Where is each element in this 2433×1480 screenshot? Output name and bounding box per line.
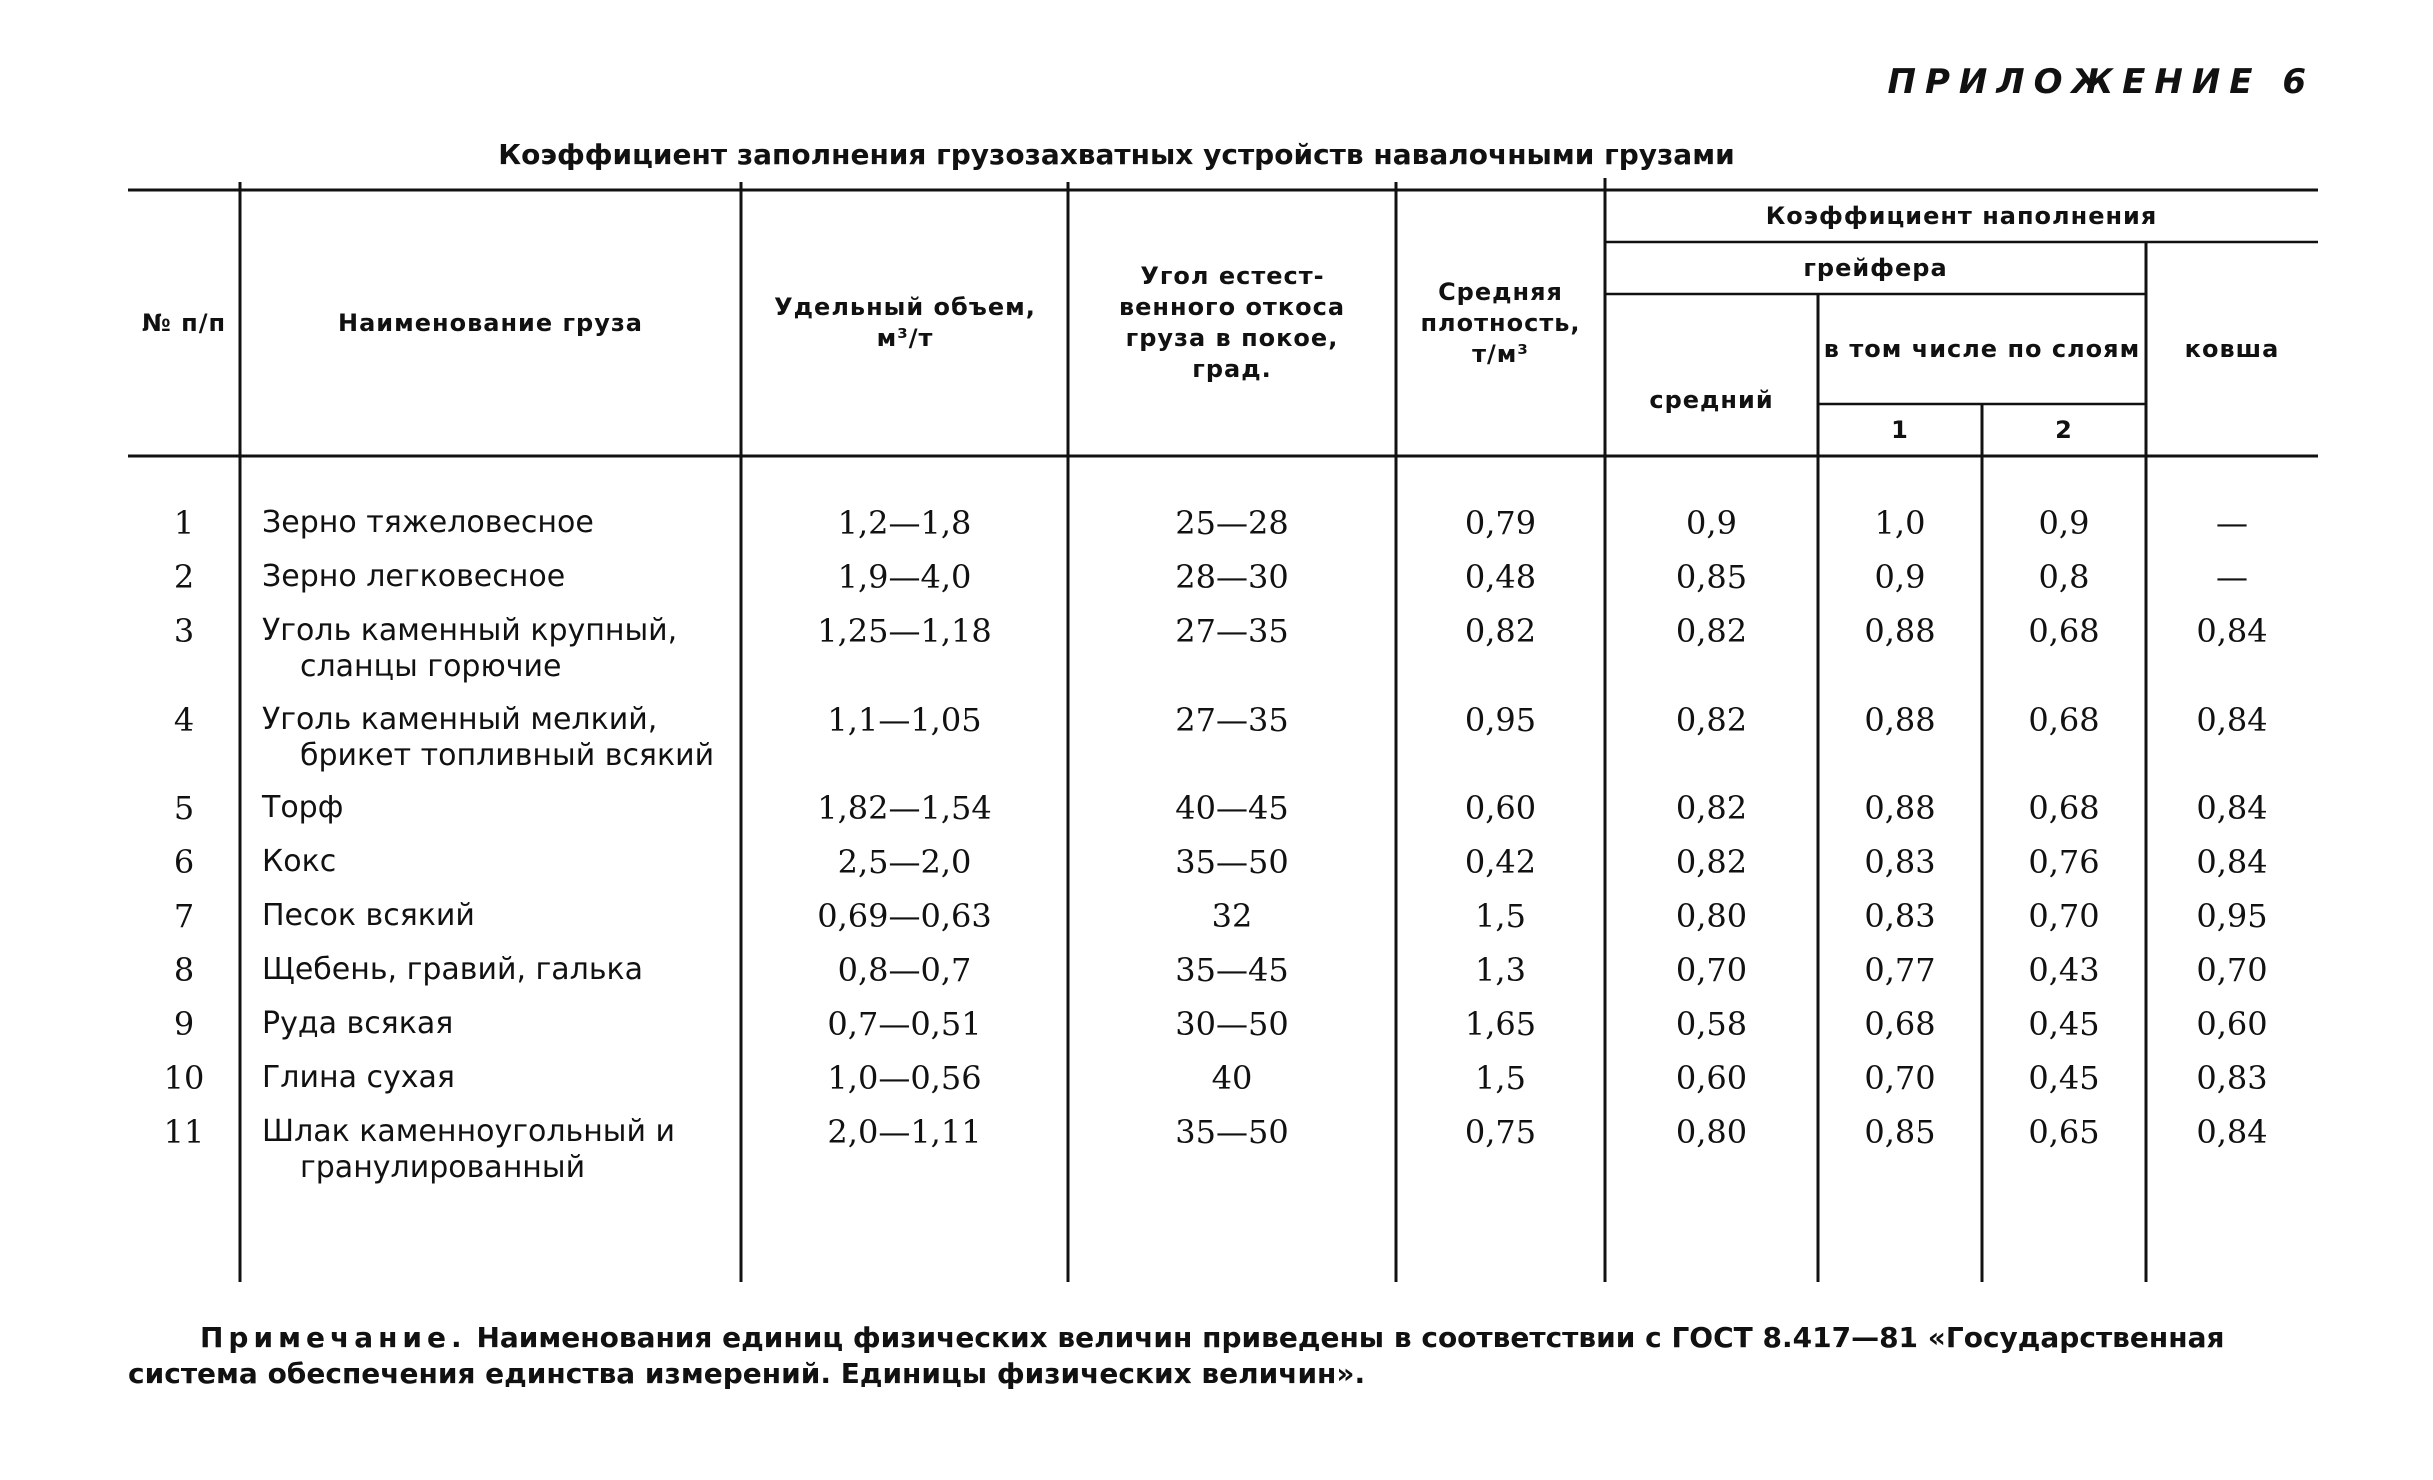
- row-name-line: Зерно легковесное: [262, 559, 566, 594]
- row-bucket: 0,84: [2196, 1113, 2268, 1151]
- row-name-line: Кокс: [262, 844, 337, 879]
- row-name: [262, 613, 732, 685]
- row-layer-1: 0,88: [1864, 789, 1936, 827]
- row-bucket: —: [2216, 558, 2248, 596]
- row-bucket: 0,84: [2196, 701, 2268, 739]
- row-name-line: Уголь каменный крупный,: [262, 613, 678, 648]
- header-average: средний: [1649, 385, 1774, 414]
- row-volume: 0,69—0,63: [817, 897, 992, 935]
- row-angle: 25—28: [1175, 504, 1289, 542]
- row-num: 8: [173, 951, 195, 989]
- row-grab-average: 0,60: [1675, 1059, 1748, 1097]
- row-density: 0,75: [1464, 1113, 1537, 1151]
- row-num: 11: [163, 1113, 205, 1151]
- row-name: [262, 898, 732, 934]
- row-volume: 1,9—4,0: [837, 558, 972, 596]
- row-grab-average: 0,82: [1675, 843, 1748, 881]
- row-grab-average: 0,80: [1675, 897, 1748, 935]
- row-name: [262, 790, 732, 826]
- header-bucket: ковша: [2184, 334, 2280, 363]
- footnote: [128, 1320, 2308, 1392]
- row-name-line2: брикет топливный всякий: [300, 738, 715, 773]
- row-volume: 0,8—0,7: [837, 951, 972, 989]
- header-layer-1: 1: [1891, 415, 1909, 444]
- row-angle: 28—30: [1175, 558, 1289, 596]
- row-layer-1: 0,88: [1864, 701, 1936, 739]
- row-layer-2: 0,68: [2028, 789, 2100, 827]
- row-bucket: 0,84: [2196, 612, 2268, 650]
- row-density: 1,5: [1475, 1059, 1526, 1097]
- row-name-line: Щебень, гравий, галька: [262, 952, 644, 987]
- row-angle: 35—50: [1175, 843, 1289, 881]
- row-angle: 40: [1211, 1059, 1253, 1097]
- row-grab-average: 0,82: [1675, 612, 1748, 650]
- row-bucket: —: [2216, 504, 2248, 542]
- row-grab-average: 0,82: [1675, 789, 1748, 827]
- row-layer-2: 0,8: [2038, 558, 2090, 596]
- appendix-label: ПРИЛОЖЕНИЕ 6: [1887, 62, 2315, 102]
- row-density: 1,3: [1475, 951, 1526, 989]
- row-layer-1: 0,68: [1864, 1005, 1936, 1043]
- row-num: 10: [163, 1059, 205, 1097]
- row-layer-1: 1,0: [1874, 504, 1926, 542]
- row-name-line: Песок всякий: [262, 898, 475, 933]
- footnote-text: Наименования единиц физических величин приведены в соответствии с ГОСТ 8.417—81 «Государственная система обеспечения единства измерений. Единицы физических величин».: [128, 1321, 2225, 1390]
- row-density: 0,95: [1464, 701, 1537, 739]
- row-volume: 1,82—1,54: [817, 789, 992, 827]
- row-name: [262, 952, 732, 988]
- row-num: 9: [173, 1005, 195, 1043]
- row-layer-1: 0,83: [1864, 897, 1936, 935]
- row-name-line2: гранулированный: [300, 1150, 586, 1185]
- row-angle: 35—45: [1175, 951, 1289, 989]
- footnote-lead: Примечание.: [200, 1321, 467, 1354]
- row-density: 1,5: [1475, 897, 1526, 935]
- row-bucket: 0,84: [2196, 843, 2268, 881]
- row-layer-1: 0,83: [1864, 843, 1936, 881]
- row-layer-2: 0,68: [2028, 701, 2100, 739]
- row-bucket: 0,70: [2196, 951, 2268, 989]
- row-angle: 32: [1211, 897, 1253, 935]
- row-num: 5: [173, 789, 195, 827]
- row-name: [262, 844, 732, 880]
- row-bucket: 0,95: [2196, 897, 2268, 935]
- row-layer-2: 0,76: [2028, 843, 2100, 881]
- row-grab-average: 0,70: [1675, 951, 1748, 989]
- row-name: [262, 559, 732, 595]
- row-volume: 1,2—1,8: [837, 504, 972, 542]
- row-volume: 1,0—0,56: [827, 1059, 982, 1097]
- row-bucket: 0,60: [2196, 1005, 2268, 1043]
- row-name: [262, 1114, 732, 1186]
- row-name: [262, 1060, 732, 1096]
- row-angle: 35—50: [1175, 1113, 1289, 1151]
- row-angle: 30—50: [1175, 1005, 1289, 1043]
- row-name-line: Уголь каменный мелкий,: [262, 702, 658, 737]
- header-layer-2: 2: [2055, 415, 2073, 444]
- row-layer-2: 0,65: [2028, 1113, 2100, 1151]
- row-layer-1: 0,85: [1864, 1113, 1936, 1151]
- row-layer-2: 0,45: [2028, 1005, 2100, 1043]
- row-num: 1: [173, 504, 195, 542]
- row-layer-1: 0,77: [1864, 951, 1936, 989]
- row-name-line: Зерно тяжеловесное: [262, 505, 594, 540]
- row-bucket: 0,84: [2196, 789, 2268, 827]
- row-volume: 1,1—1,05: [827, 701, 982, 739]
- row-density: 0,82: [1464, 612, 1537, 650]
- row-volume: 0,7—0,51: [827, 1005, 982, 1043]
- row-grab-average: 0,85: [1675, 558, 1748, 596]
- row-num: 6: [173, 843, 195, 881]
- header-fill-coef: Коэффициент наполнения: [1765, 201, 2158, 230]
- row-layer-1: 0,88: [1864, 612, 1936, 650]
- row-name: [262, 505, 732, 541]
- row-grab-average: 0,80: [1675, 1113, 1748, 1151]
- row-name-line: Шлак каменноугольный и: [262, 1114, 676, 1149]
- row-name-line: Руда всякая: [262, 1006, 454, 1041]
- row-angle: 40—45: [1175, 789, 1289, 827]
- row-layer-1: 0,9: [1874, 558, 1926, 596]
- row-name: [262, 1006, 732, 1042]
- header-density: Средняя плотность, т/м³: [1420, 277, 1581, 368]
- row-name: [262, 702, 732, 774]
- row-layer-2: 0,43: [2028, 951, 2100, 989]
- row-bucket: 0,83: [2196, 1059, 2268, 1097]
- header-grab: грейфера: [1803, 253, 1948, 282]
- row-layer-2: 0,68: [2028, 612, 2100, 650]
- row-density: 0,60: [1464, 789, 1537, 827]
- row-layer-2: 0,70: [2028, 897, 2100, 935]
- row-layer-2: 0,9: [2038, 504, 2090, 542]
- row-grab-average: 0,9: [1686, 504, 1737, 542]
- row-density: 0,79: [1464, 504, 1537, 542]
- row-num: 7: [173, 897, 195, 935]
- row-layer-1: 0,70: [1864, 1059, 1936, 1097]
- row-num: 3: [173, 612, 195, 650]
- row-volume: 2,0—1,11: [827, 1113, 982, 1151]
- row-volume: 1,25—1,18: [817, 612, 992, 650]
- row-density: 1,65: [1464, 1005, 1537, 1043]
- header-by-layers: в том числе по слоям: [1823, 334, 2141, 363]
- row-num: 4: [173, 701, 195, 739]
- row-name-line: Глина сухая: [262, 1060, 455, 1095]
- row-density: 0,48: [1464, 558, 1537, 596]
- row-angle: 27—35: [1175, 612, 1289, 650]
- table-title-text: Коэффициент заполнения грузозахватных устройств навалочными грузами: [498, 138, 1735, 171]
- row-name-line2: сланцы горючие: [300, 649, 562, 684]
- row-volume: 2,5—2,0: [837, 843, 972, 881]
- header-angle: Угол естественного откоса груза в покое, град.: [1118, 262, 1346, 383]
- header-num: № п/п: [141, 308, 227, 337]
- row-num: 2: [173, 558, 195, 596]
- row-density: 0,42: [1464, 843, 1537, 881]
- row-angle: 27—35: [1175, 701, 1289, 739]
- row-layer-2: 0,45: [2028, 1059, 2100, 1097]
- row-grab-average: 0,58: [1675, 1005, 1748, 1043]
- row-name-line: Торф: [262, 790, 344, 825]
- row-grab-average: 0,82: [1675, 701, 1748, 739]
- header-name: Наименование груза: [338, 308, 643, 337]
- header-volume: Удельный объем, м³/т: [774, 293, 1036, 352]
